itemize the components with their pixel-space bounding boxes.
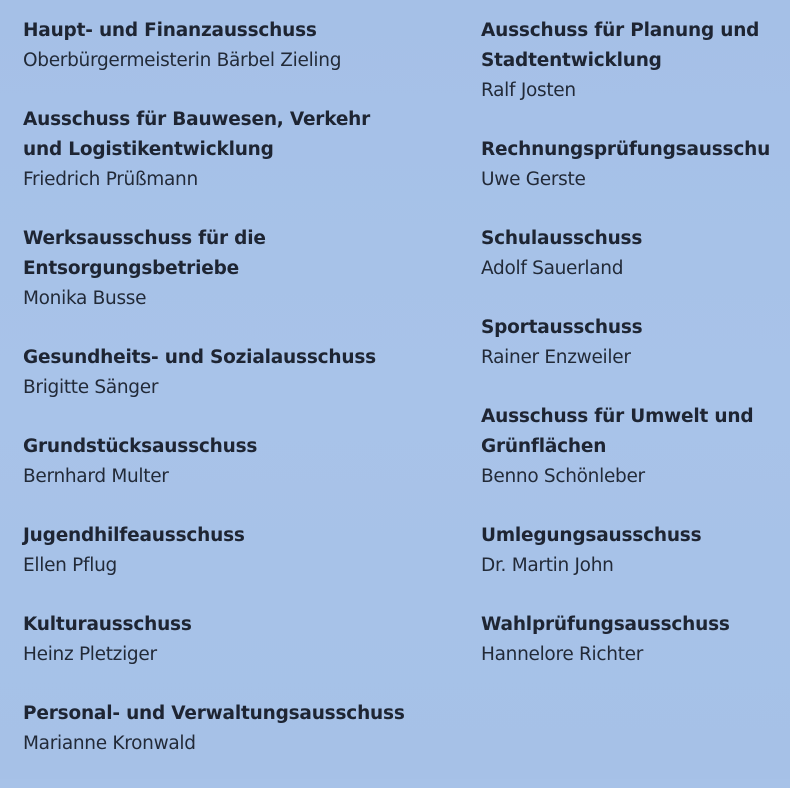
committee-name: [481, 313, 790, 343]
committee-name: [481, 610, 790, 640]
committee-name-line: Gesundheits- und Sozialausschuss: [23, 347, 376, 368]
committee-name: [23, 610, 463, 640]
committee-name-line: Grundstücksausschuss: [23, 436, 258, 457]
committee-name-line: Werksausschuss für die: [23, 228, 266, 249]
committee-entry: [23, 224, 463, 314]
committee-name: [481, 16, 790, 76]
committee-entry: [481, 521, 790, 581]
committee-chair: Monika Busse: [23, 288, 147, 309]
committee-name-line: und Logistikentwicklung: [23, 139, 274, 160]
committee-entry: [481, 313, 790, 373]
committee-name-line: Ausschuss für Planung und: [481, 20, 760, 41]
committee-name: [23, 521, 463, 551]
committee-chair: Friedrich Prüßmann: [23, 169, 198, 190]
committee-chair: Brigitte Sänger: [23, 377, 159, 398]
committee-chair: Uwe Gerste: [481, 169, 586, 190]
committee-name-line: Haupt- und Finanzausschuss: [23, 20, 317, 41]
committee-chair: Benno Schönleber: [481, 466, 645, 487]
committee-name: [23, 16, 463, 46]
committee-name-line: Grünflächen: [481, 436, 607, 457]
committee-name-line: Umlegungsausschuss: [481, 525, 702, 546]
committee-name: [23, 343, 463, 373]
committee-name-line: Kulturausschuss: [23, 614, 192, 635]
committee-entry: [23, 105, 463, 195]
committee-entry: [481, 16, 790, 106]
committee-name-line: Jugendhilfeausschuss: [23, 525, 245, 546]
committee-entry: [23, 699, 463, 759]
committee-entry: [481, 402, 790, 492]
committee-name-line: Ausschuss für Umwelt und: [481, 406, 754, 427]
committee-name-line: Stadtentwicklung: [481, 50, 662, 71]
committee-chair: Bernhard Multer: [23, 466, 169, 487]
committee-chair: Ellen Pflug: [23, 555, 117, 576]
committee-name: [481, 521, 790, 551]
committee-name-line: Rechnungsprüfungsausschu: [481, 139, 771, 160]
committee-name-line: Personal- und Verwaltungsausschuss: [23, 703, 405, 724]
committee-chair: Marianne Kronwald: [23, 733, 196, 754]
committee-name: [23, 105, 463, 165]
committee-name: [481, 224, 790, 254]
committee-name: [481, 135, 790, 165]
committee-entry: [23, 521, 463, 581]
committee-chair: Adolf Sauerland: [481, 258, 624, 279]
committee-name-line: Schulausschuss: [481, 228, 643, 249]
committee-entry: [23, 610, 463, 670]
committee-chair: Dr. Martin John: [481, 555, 614, 576]
committee-name-line: Sportausschuss: [481, 317, 643, 338]
committee-entry: [23, 16, 463, 76]
committee-name: [23, 699, 463, 729]
committee-chair: Hannelore Richter: [481, 644, 644, 665]
committee-entry: [481, 224, 790, 284]
committee-chair: Heinz Pletziger: [23, 644, 157, 665]
committee-chair: Ralf Josten: [481, 80, 576, 101]
committee-entry: [23, 343, 463, 403]
committee-name-line: Ausschuss für Bauwesen, Verkehr: [23, 109, 371, 130]
committee-entry: [481, 135, 790, 195]
committee-chair: Rainer Enzweiler: [481, 347, 631, 368]
committee-name: [23, 432, 463, 462]
committee-name: [481, 402, 790, 462]
committee-entry: [23, 432, 463, 492]
committee-chair: Oberbürgermeisterin Bärbel Zieling: [23, 50, 342, 71]
committee-name: [23, 224, 463, 284]
left-column: [23, 16, 463, 788]
committee-name-line: Wahlprüfungsausschuss: [481, 614, 730, 635]
right-column: [481, 16, 790, 699]
committee-name-line: Entsorgungsbetriebe: [23, 258, 239, 279]
committee-entry: [481, 610, 790, 670]
